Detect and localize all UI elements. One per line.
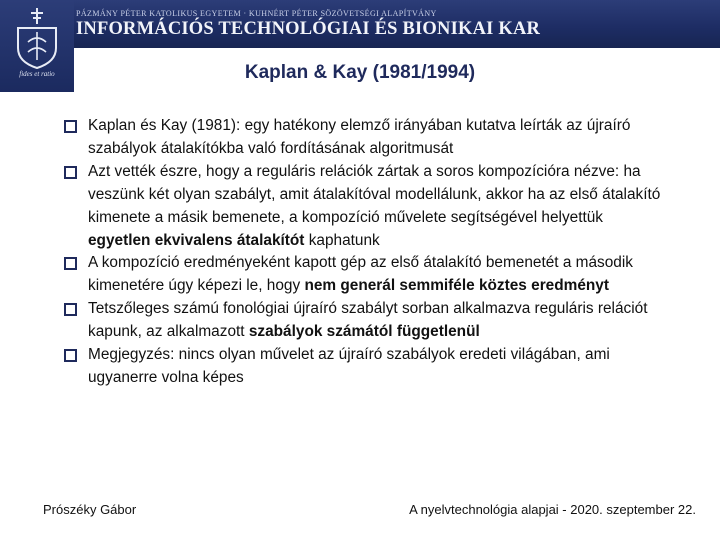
bullet-bold-text: nem generál semmiféle köztes eredményt [304, 277, 609, 295]
bullet-item [64, 344, 664, 390]
footer-author: Prószéky Gábor [43, 502, 137, 517]
bullet-item [64, 161, 664, 253]
slide-title: Kaplan & Kay (1981/1994) [244, 62, 476, 83]
faculty-name: INFORMÁCIÓS TECHNOLÓGIAI ÉS BIONIKAI KAR [76, 19, 541, 39]
checkbox-bullet-icon [64, 303, 77, 316]
university-name: PÁZMÁNY PÉTER KATOLIKUS EGYETEM · KUHNÉRT PÉTER SÖZÖVETSÉGI ALAPÍTVÁNY [76, 9, 437, 18]
checkbox-bullet-icon [64, 120, 77, 133]
logo-motto: fides et ratio [19, 70, 55, 78]
bullet-text: Megjegyzés: nincs olyan művelet az újraíró szabályok eredeti világában, ami ugyanerre volna képes [88, 346, 610, 386]
checkbox-bullet-icon [64, 257, 77, 270]
checkbox-bullet-icon [64, 166, 77, 179]
bullet-item [64, 252, 664, 298]
bullet-text: Tetszőleges számú fonológiai újraíró szabályt sorban alkalmazva reguláris relációt kapunk, az alkalmazott [88, 300, 648, 341]
footer-course-date: A nyelvtechnológia alapjai - 2020. szeptember 22. [409, 502, 696, 517]
checkbox-bullet-icon [64, 349, 77, 362]
bullet-item [64, 298, 664, 344]
bullet-list [64, 115, 664, 390]
bullet-bold-text: egyetlen ekvivalens átalakítót [88, 231, 305, 249]
bullet-text: Azt vették észre, hogy a reguláris relációk zártak a soros kompozícióra nézve: ha veszünk két olyan szabályt, amit átalakítóval modellálunk, akkor ha az első átalakító kimenete a másik bemenete, a kompozíció művelete segítségével helyettük [88, 162, 661, 226]
bullet-text: A kompozíció eredményeként kapott gép az első átalakító bemenetét a második kimenetére úgy képezi le, hogy [88, 254, 633, 295]
bullet-bold-text-tail: ül [466, 323, 480, 341]
bullet-item [64, 115, 664, 161]
bullet-bold-text: szabályok számától független [248, 323, 467, 341]
bullet-text-tail: kaphatunk [304, 231, 380, 249]
crest-icon [6, 4, 68, 70]
bullet-text: Kaplan és Kay (1981): egy hatékony elemző irányában kutatva leírták az újraíró szabályok átalakítókba való fordításának algoritmusát [88, 117, 631, 157]
